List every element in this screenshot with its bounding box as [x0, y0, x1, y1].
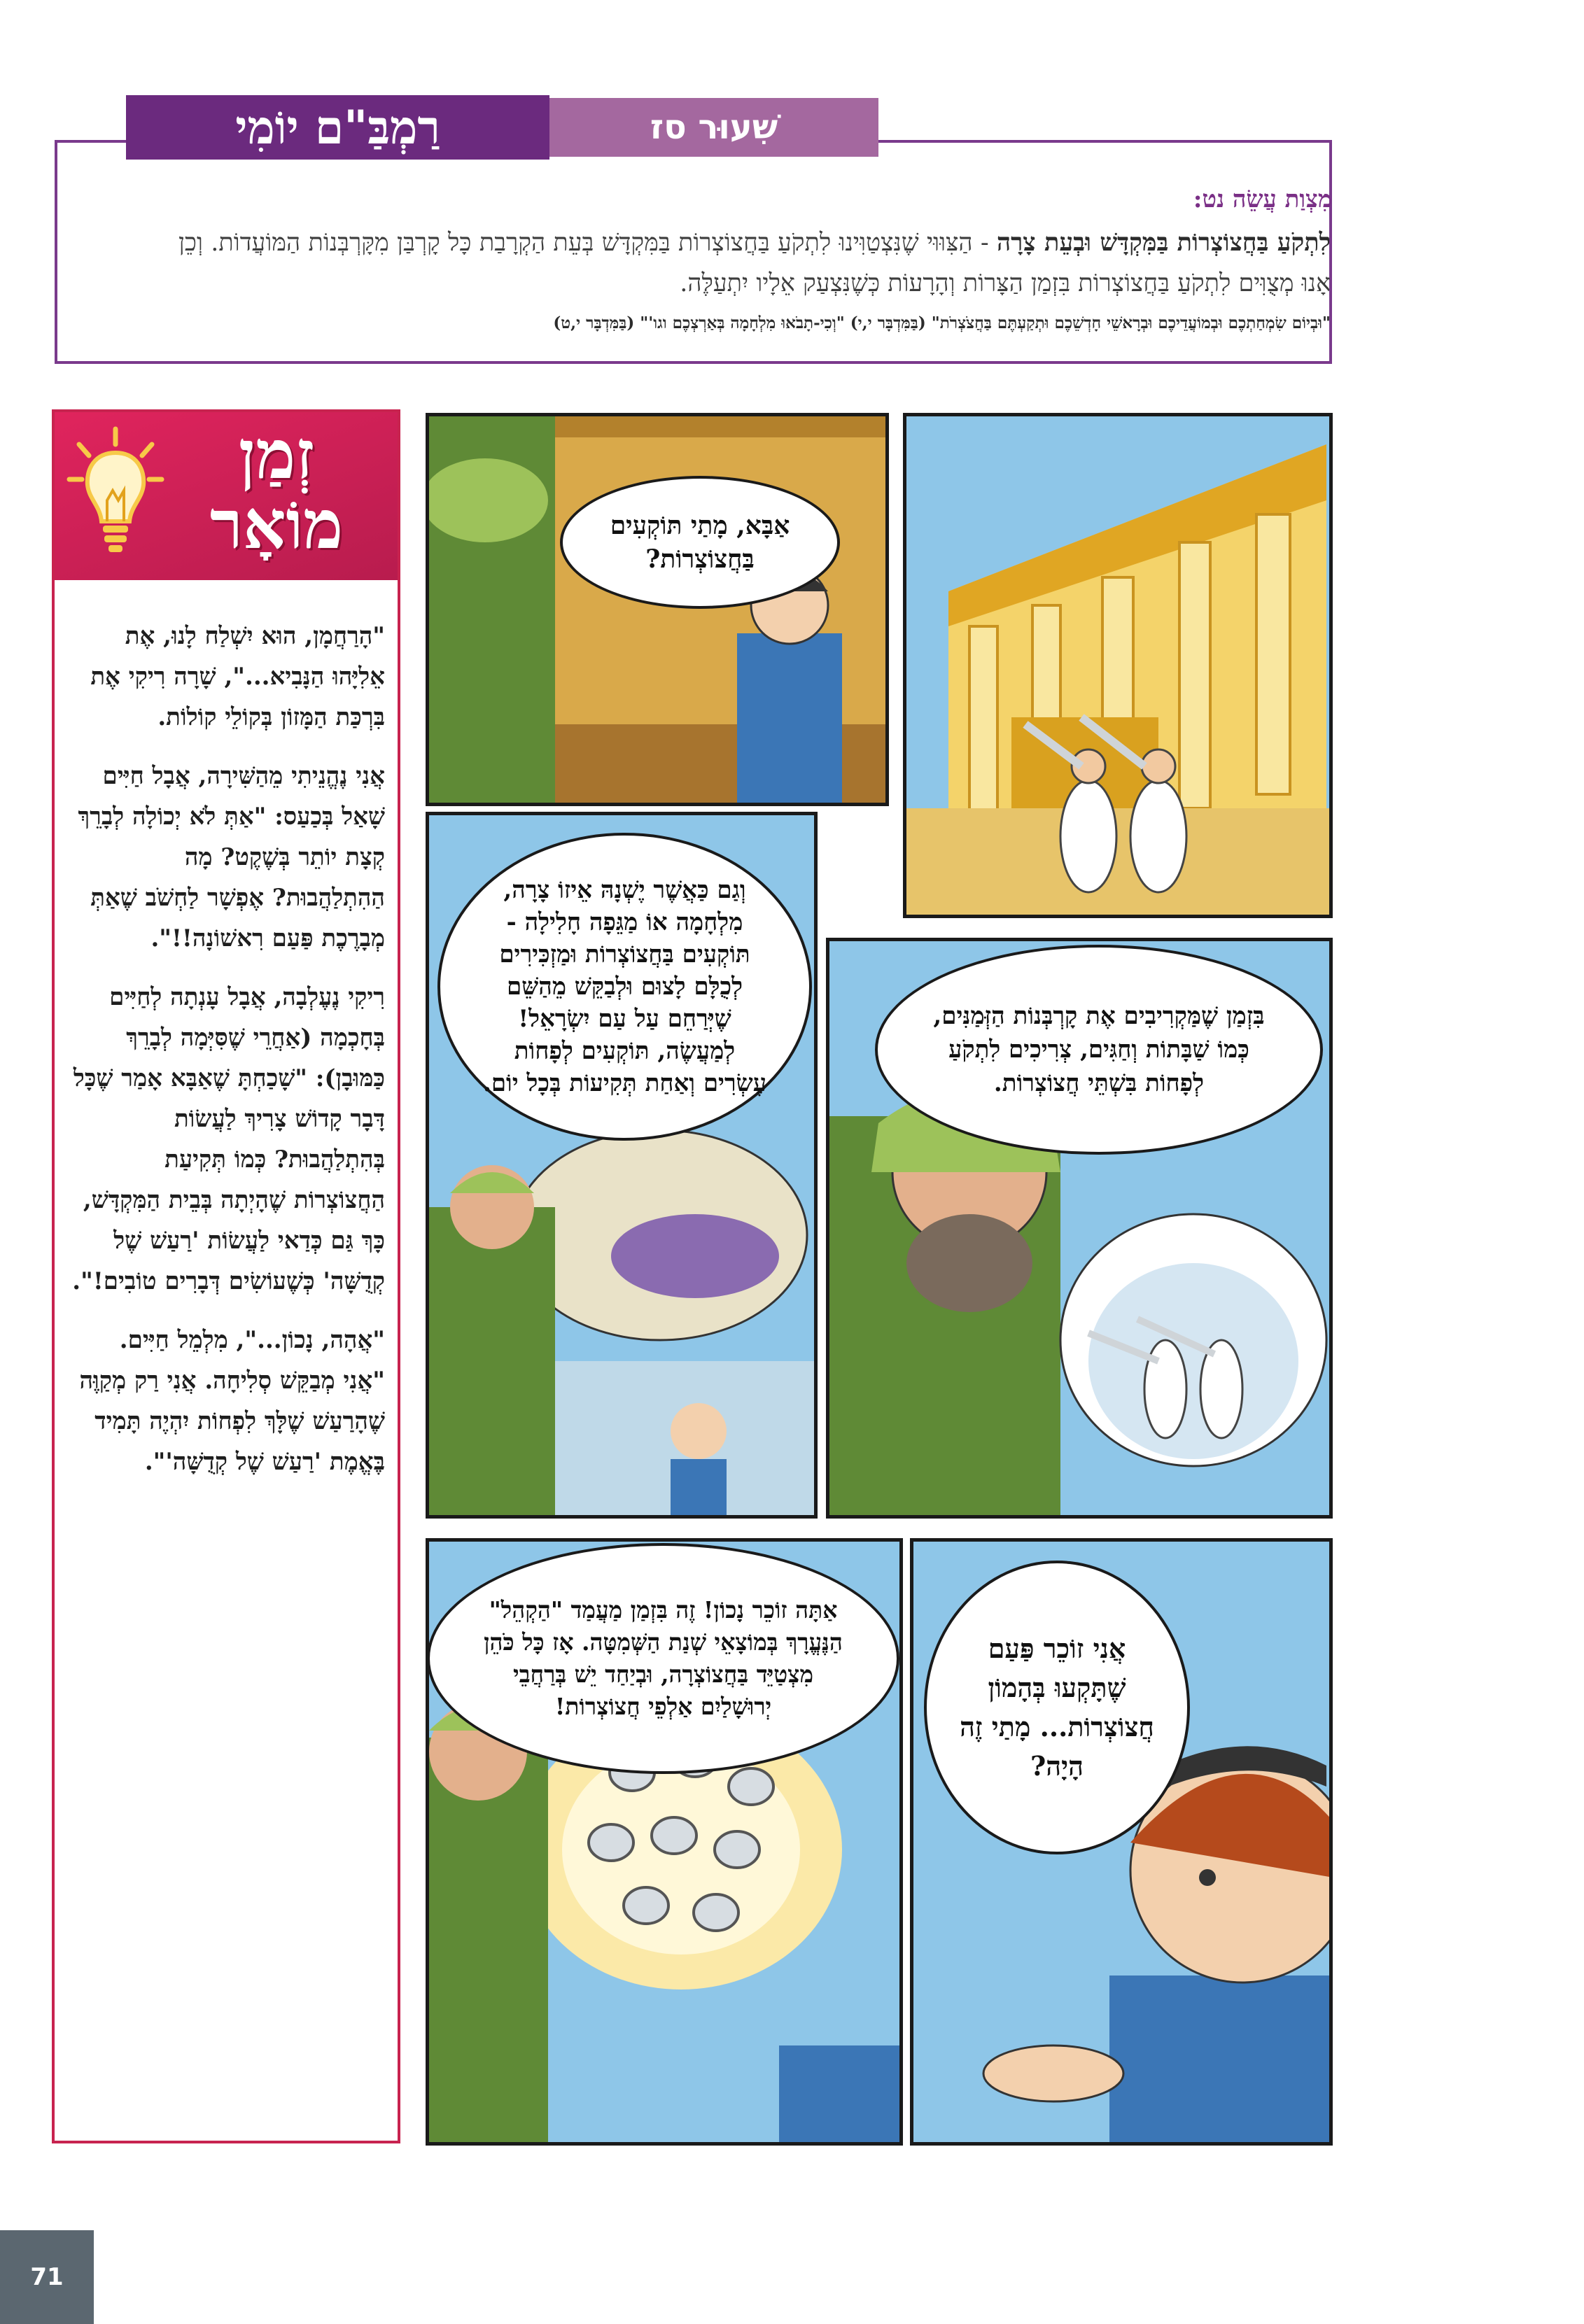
speech-bubble [437, 833, 812, 1141]
story-paragraph: "הָרַחֲמָן, הוּא יִשְׁלַח לָנוּ, אֶת אֵלִיָּהוּ הַנָּבִיא...", שָׁרָה רִיקִי אֶת בִּרְכַּת הַמָּזוֹן בְּקוֹלֵי קוֹלוֹת. [90, 622, 385, 731]
sidebar-title-line2: מוֹאָר [209, 485, 344, 564]
lightbulb-icon [66, 423, 164, 563]
speech-bubble [924, 1561, 1190, 1854]
bubble-text: אַתָּה זוֹכֵר נָכוֹן! זֶה בִּזְמַן מַעֲמַד "הַקְהֵל" הַנֶּעֱרָךְ בְּמוֹצָאֵי שְׁנַת הַשְּׁמִטָּה. אָז כָּל כֹּהֵן מִצְטַיֵּד בַּחֲצוֹצְרָה, וּבְיַחַד יֵשׁ בְּרַחֲבֵי יְרוּשָׁלַיִם אַלְפֵי חֲצוֹצְרוֹת! [484, 1596, 843, 1720]
sidebar-story [70, 616, 385, 1500]
speech-bubble [560, 476, 840, 609]
page-title: רַמְבַּ"ם יוֹמִי [235, 99, 440, 155]
bubble-text: בִּזְמַן שֶׁמַּקְרִיבִים אֶת קָרְבְּנוֹת הַזְּמַנִּים, כְּמוֹ שַׁבָּתוֹת וְחַגִּים, צְרִיכִים לִתְקֹעַ לְפָחוֹת בִּשְׁתֵּי חֲצוֹצְרוֹת. [933, 1002, 1265, 1097]
bubble-text: אַבָּא, מָתַי תּוֹקְעִים בַּחֲצוֹצְרוֹת? [610, 511, 790, 574]
temple-illustration [906, 416, 1329, 915]
mitzvah-text [178, 223, 1331, 304]
speech-bubble [875, 945, 1323, 1155]
story-paragraph: אֲנִי נֶהֱנֵיתִי מֵהַשִּׁירָה, אֲבָל חַיִּים שָׁאַל בְּכַעַס: "אַתְּ לֹא יְכוֹלָה לְבָרֵךְ קְצָת יוֹתֵר בְּשֶׁקֶט? מָה הַהִתְלַהֲבוּת? אֶפְשָׁר לַחְשֹׁב שֶׁאַתְּ מְבָרֶכֶת פַּעַם רִאשׁוֹנָה!!". [78, 762, 385, 952]
bubble-text: אֲנִי זוֹכֵר פַּעַם שֶׁתָּקְעוּ בְּהָמוֹן חֲצוֹצְרוֹת... מָתַי זֶה הָיָה? [960, 1633, 1154, 1782]
mitzvah-title: מִצְוַת עֲשֵׂה נט: [1193, 185, 1332, 213]
speech-bubble [427, 1543, 899, 1774]
sidebar-title-line1: זְמַן [238, 415, 315, 494]
panel-wall [426, 413, 889, 806]
story-paragraph: "אֲהָה, נָכוֹן...", מִלְמֵל חַיִּים. "אֲנִי מְבַקֵּשׁ סְלִיחָה. אֲנִי רַק מְקַוֶּה שֶׁהָרַעַשׁ שֶׁלָּךְ לִפְחוֹת יִהְיֶה תָּמִיד בֶּאֱמֶת 'רַעַשׁ שֶׁל קְדֻשָּׁה'". [79, 1326, 385, 1476]
panel-temple [903, 413, 1333, 918]
mitzvah-body: - הַצִּוּוּי שֶׁנִּצְטַוִּינוּ לִתְקֹעַ בַּחֲצוֹצְרוֹת בַּמִּקְדָּשׁ בְּעֵת הַקְרָבַת כָּל קָרְבַּן מִקָּרְבְּנוֹת הַמּוֹעֲדוֹת. וְכֵן אָנוּ מְצֻוִּים לִתְקֹעַ בַּחֲצוֹצְרוֹת בִּזְמַן הַצָּרוֹת וְהָרָעוֹת כְּשֶׁנִּצְעַק אֵלָיו יִתְעַלֶּה. [178, 229, 1331, 297]
mitzvah-lead: לִתְקֹעַ בַּחֲצוֹצְרוֹת בַּמִּקְדָּשׁ וּבְעֵת צָרָה [996, 228, 1331, 257]
page-number: 71 [30, 2263, 64, 2291]
wall-illustration [429, 416, 885, 803]
story-paragraph: רִיקִי נֶעֶלְבָה, אֲבָל עָנְתָה לְחַיִּים בְּחָכְמָה (אַחֲרֵי שֶׁסִּיְּמָה לְבָרֵךְ כַּמּוּבָן): "שָׁכַחְתָּ שֶׁאַבָּא אָמַר שֶׁכָּל דָּבָר קָדוֹשׁ צָרִיךְ לַעֲשׂוֹת בְּהִתְלַהֲבוּת? כְּמוֹ תְּקִיעַת הַחֲצוֹצְרוֹת שֶׁהָיְתָה בְּבֵית הַמִּקְדָּשׁ, כָּךְ גַּם כְּדַאי לַעֲשׂוֹת 'רַעַשׁ שֶׁל קְדֻשָּׁה' כְּשֶׁעוֹשִׂים דְּבָרִים טוֹבִים!". [72, 983, 385, 1295]
mitzvah-verse: "וּבְיוֹם שִׂמְחַתְכֶם וּבְמוֹעֲדֵיכֶם וּבְרָאשֵׁי חָדְשֵׁכֶם וּתְקַעְתֶּם בַּחֲצֹצְרֹת" (בַּמִּדְבָּר י,י) "וְכִי-תָבֹאוּ מִלְחָמָה בְּאַרְצְכֶם וגו'" (בַּמִּדְבָּר י,ט) [553, 314, 1331, 332]
lesson-label: שִׁעוּר סז [650, 108, 778, 147]
sidebar-title [161, 415, 392, 574]
bubble-text: וְגַם כַּאֲשֶׁר יֶשְׁנָהּ אֵיזוֹ צָרָה, מִלְחָמָה אוֹ מַגֵּפָה חָלִילָה - תּוֹקְעִים בַּחֲצוֹצְרוֹת וּמַזְכִּירִים לְכֻלָּם לָצוּם וּלְבַקֵּשׁ מֵהַשֵּׁם שֶׁיְּרַחֵם עַל עַם יִשְׂרָאֵל! לְמַעֲשֶׂה, תּוֹקְעִים לְפָחוֹת עֶשְׂרִים וְאַחַת תְּקִיעוֹת בְּכָל יוֹם. [483, 876, 766, 1097]
